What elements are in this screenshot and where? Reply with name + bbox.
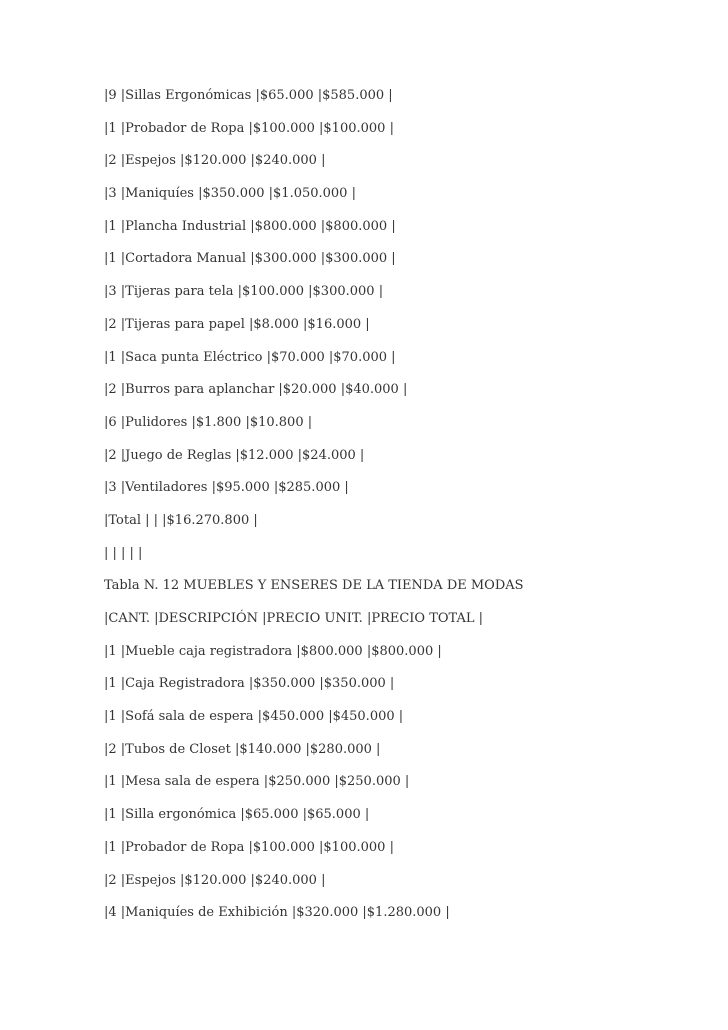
table-row: |1 |Saca punta Eléctrico |$70.000 |$70.000 |: [104, 349, 396, 365]
table-row: |1 |Caja Registradora |$350.000 |$350.000 |: [104, 676, 395, 692]
table-caption: Tabla N. 12 MUEBLES Y ENSERES DE LA TIENDA DE MODAS: [104, 578, 524, 594]
table-row: |2 |Juego de Reglas |$12.000 |$24.000 |: [104, 447, 365, 463]
table-row: |4 |Maniquíes de Exhibición |$320.000 |$1.280.000 |: [104, 905, 450, 921]
table-row: |1 |Probador de Ropa |$100.000 |$100.000 |: [104, 839, 394, 855]
table-row: |1 |Plancha Industrial |$800.000 |$800.000 |: [104, 218, 396, 234]
text-lines: [104, 86, 704, 936]
table-row: |3 |Maniquíes |$350.000 |$1.050.000 |: [104, 186, 356, 202]
table-row: |1 |Mueble caja registradora |$800.000 |$800.000 |: [104, 643, 442, 659]
table-row: |2 |Tijeras para papel |$8.000 |$16.000 |: [104, 316, 370, 332]
table-row: |2 |Espejos |$120.000 |$240.000 |: [104, 153, 326, 169]
table-row: |1 |Mesa sala de espera |$250.000 |$250.000 |: [104, 774, 410, 790]
total-row: |Total | | |$16.270.800 |: [104, 512, 258, 528]
table-header-row: |CANT. |DESCRIPCIÓN |PRECIO UNIT. |PRECIO TOTAL |: [104, 611, 484, 626]
table-row: |1 |Silla ergonómica |$65.000 |$65.000 |: [104, 807, 370, 823]
empty-row: | | | | |: [104, 545, 143, 561]
table-row: |9 |Sillas Ergonómicas |$65.000 |$585.000 |: [104, 88, 393, 103]
table-row: |2 |Espejos |$120.000 |$240.000 |: [104, 872, 326, 888]
table-row: |3 |Tijeras para tela |$100.000 |$300.000 |: [104, 284, 384, 300]
table-row: |1 |Probador de Ropa |$100.000 |$100.000 |: [104, 120, 394, 136]
table-row: |3 |Ventiladores |$95.000 |$285.000 |: [104, 480, 349, 496]
table-row: |1 |Cortadora Manual |$300.000 |$300.000 |: [104, 251, 396, 267]
table-row: |6 |Pulidores |$1.800 |$10.800 |: [104, 414, 313, 430]
table-row: |2 |Burros para aplanchar |$20.000 |$40.000 |: [104, 382, 408, 398]
table-row: |1 |Sofá sala de espera |$450.000 |$450.000 |: [104, 709, 404, 725]
table-row: |2 |Tubos de Closet |$140.000 |$280.000 |: [104, 741, 381, 757]
